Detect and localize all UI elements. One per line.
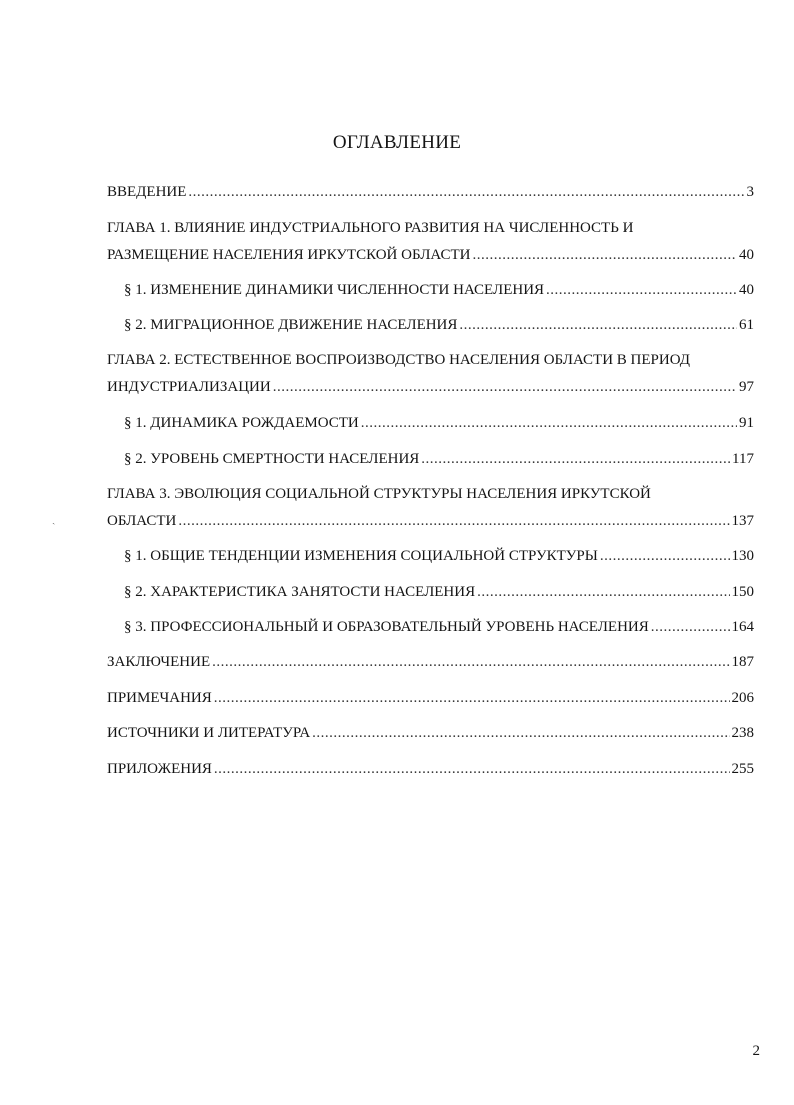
toc-entry-text: ИСТОЧНИКИ И ЛИТЕРАТУРА xyxy=(107,725,311,741)
toc-entry-page: 187 xyxy=(731,654,754,670)
toc-entry-page: 40 xyxy=(739,247,754,263)
toc-entry-text: § 1. ДИНАМИКА РОЖДАЕМОСТИ xyxy=(124,415,359,431)
toc-entry-text: ГЛАВА 3. ЭВОЛЮЦИЯ СОЦИАЛЬНОЙ СТРУКТУРЫ НАСЕЛЕНИЯ ИРКУТСКОЙ xyxy=(107,486,651,502)
toc-entry-text: § 1. ИЗМЕНЕНИЕ ДИНАМИКИ ЧИСЛЕННОСТИ НАСЕЛЕНИЯ xyxy=(124,282,545,298)
toc-entry-text: § 2. ХАРАКТЕРИСТИКА ЗАНЯТОСТИ НАСЕЛЕНИЯ xyxy=(124,584,476,600)
toc-entry-text: ПРИМЕЧАНИЯ xyxy=(107,690,212,706)
dot-leader xyxy=(312,723,729,743)
toc-entry-chapter-2-line-1[interactable] xyxy=(107,350,690,370)
toc-entry-page: 255 xyxy=(731,761,754,777)
toc-entry-section-1-2[interactable] xyxy=(124,315,754,335)
toc-entry-text: ГЛАВА 1. ВЛИЯНИЕ ИНДУСТРИАЛЬНОГО РАЗВИТИЯ НА ЧИСЛЕННОСТЬ И xyxy=(107,220,634,236)
toc-entry-chapter-2-line-2[interactable] xyxy=(107,377,754,397)
toc-entry-text: § 1. ОБЩИЕ ТЕНДЕНЦИИ ИЗМЕНЕНИЯ СОЦИАЛЬНОЙ СТРУКТУРЫ xyxy=(124,548,598,564)
dot-leader xyxy=(472,245,737,265)
toc-entry-text: РАЗМЕЩЕНИЕ НАСЕЛЕНИЯ ИРКУТСКОЙ ОБЛАСТИ xyxy=(107,247,471,263)
toc-entry-text: ПРИЛОЖЕНИЯ xyxy=(107,761,212,777)
toc-entry-chapter-3-line-1[interactable] xyxy=(107,484,651,504)
toc-entry-page: 117 xyxy=(732,451,754,467)
dot-leader xyxy=(214,688,730,708)
toc-entry-conclusion[interactable] xyxy=(107,652,754,672)
dot-leader xyxy=(421,449,730,469)
toc-entry-sources[interactable] xyxy=(107,723,754,743)
toc-entry-chapter-1-line-2[interactable] xyxy=(107,245,754,265)
toc-entry-page: 137 xyxy=(731,513,754,529)
toc-entry-section-2-1[interactable] xyxy=(124,413,754,433)
dot-leader xyxy=(546,280,737,300)
toc-entry-section-3-1[interactable] xyxy=(124,546,754,566)
toc-entry-page: 206 xyxy=(731,690,754,706)
scan-artifact-mark: ˏ xyxy=(52,514,56,525)
dot-leader xyxy=(651,617,730,637)
toc-entry-page: 91 xyxy=(739,415,754,431)
toc-entry-page: 130 xyxy=(731,548,754,564)
toc-entry-introduction[interactable] xyxy=(107,182,754,202)
page-number: 2 xyxy=(752,1043,760,1059)
toc-entry-section-3-2[interactable] xyxy=(124,582,754,602)
toc-entry-page: 164 xyxy=(731,619,754,635)
toc-entry-page: 150 xyxy=(731,584,754,600)
toc-entry-text: ОБЛАСТИ xyxy=(107,513,177,529)
toc-entry-page: 40 xyxy=(739,282,754,298)
dot-leader xyxy=(477,582,729,602)
dot-leader xyxy=(273,377,737,397)
toc-entry-notes[interactable] xyxy=(107,688,754,708)
toc-entry-section-2-2[interactable] xyxy=(124,449,754,469)
dot-leader xyxy=(188,182,744,202)
toc-entry-text: ГЛАВА 2. ЕСТЕСТВЕННОЕ ВОСПРОИЗВОДСТВО НАСЕЛЕНИЯ ОБЛАСТИ В ПЕРИОД xyxy=(107,352,691,368)
toc-entry-chapter-1-line-1[interactable] xyxy=(107,218,633,238)
toc-entry-text: ИНДУСТРИАЛИЗАЦИИ xyxy=(107,379,271,395)
toc-entry-page: 61 xyxy=(739,317,754,333)
dot-leader xyxy=(600,546,730,566)
toc-entry-text: § 3. ПРОФЕССИОНАЛЬНЫЙ И ОБРАЗОВАТЕЛЬНЫЙ УРОВЕНЬ НАСЕЛЕНИЯ xyxy=(124,619,649,635)
dot-leader xyxy=(459,315,737,335)
toc-entry-section-3-3[interactable] xyxy=(124,617,754,637)
dot-leader xyxy=(178,511,729,531)
toc-entry-text: ВВЕДЕНИЕ xyxy=(107,184,187,200)
dot-leader xyxy=(212,652,729,672)
toc-entry-chapter-3-line-2[interactable] xyxy=(107,511,754,531)
toc-entry-text: § 2. МИГРАЦИОННОЕ ДВИЖЕНИЕ НАСЕЛЕНИЯ xyxy=(124,317,458,333)
toc-entry-text: ЗАКЛЮЧЕНИЕ xyxy=(107,654,211,670)
dot-leader xyxy=(361,413,737,433)
toc-entry-page: 97 xyxy=(739,379,754,395)
toc-entry-page: 238 xyxy=(731,725,754,741)
toc-entry-page: 3 xyxy=(746,184,754,200)
page-title: ОГЛАВЛЕНИЕ xyxy=(332,132,462,153)
toc-entry-section-1-1[interactable] xyxy=(124,280,754,300)
dot-leader xyxy=(214,759,730,779)
toc-entry-appendices[interactable] xyxy=(107,759,754,779)
toc-entry-text: § 2. УРОВЕНЬ СМЕРТНОСТИ НАСЕЛЕНИЯ xyxy=(124,451,420,467)
